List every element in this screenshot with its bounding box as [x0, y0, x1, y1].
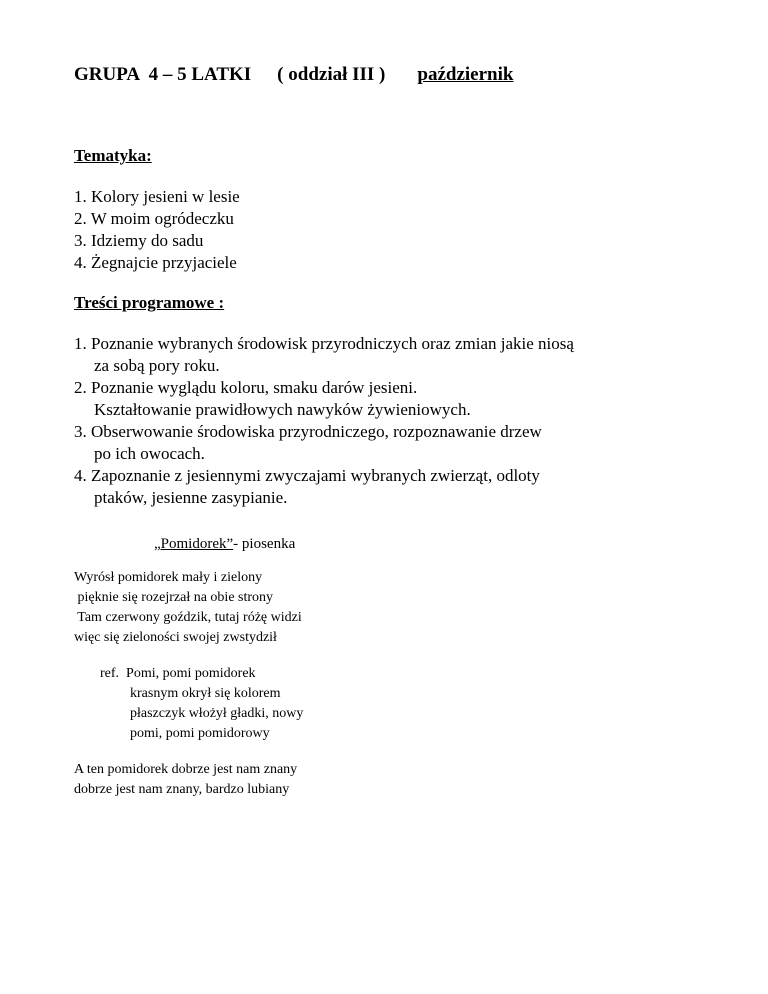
program-item-line: 3. Obserwowanie środowiska przyrodniczego, rozpoznawanie drzew	[74, 422, 542, 441]
song-type: - piosenka	[233, 536, 296, 552]
song-title	[142, 536, 295, 553]
verse-line: dobrze jest nam znany, bardzo lubiany	[74, 782, 290, 797]
refrain-line: pomi, pomi pomidorowy	[130, 726, 270, 741]
song-verse-2	[74, 760, 297, 800]
refrain-line: ref. Pomi, pomi pomidorek	[100, 666, 256, 681]
group-label: GRUPA 4 – 5 LATKI	[74, 64, 252, 85]
verse-line: A ten pomidorek dobrze jest nam znany	[74, 762, 298, 777]
refrain-line: krasnym okrył się kolorem	[130, 686, 281, 701]
program-item-continuation: po ich owocach.	[94, 444, 205, 463]
program-heading: Treści programowe :	[74, 293, 225, 312]
program-item	[74, 465, 734, 509]
verse-line: Wyrósł pomidorek mały i zielony	[74, 570, 263, 585]
program-item-continuation: Kształtowanie prawidłowych nawyków żywieniowych.	[94, 400, 471, 419]
verse-line: więc się zieloności swojej zwstydził	[74, 630, 277, 645]
topic-item: 3. Idziemy do sadu	[74, 231, 204, 250]
month-label: październik	[417, 64, 514, 85]
song-verse-1	[74, 568, 302, 648]
topic-item: 1. Kolory jesieni w lesie	[74, 187, 240, 206]
program-item	[74, 377, 734, 421]
song-refrain	[100, 664, 303, 744]
refrain-line: płaszczyk włożył gładki, nowy	[130, 706, 304, 721]
topic-item: 2. W moim ogródeczku	[74, 209, 234, 228]
program-item-line: 4. Zapoznanie z jesiennymi zwyczajami wybranych zwierząt, odloty	[74, 466, 540, 485]
song-name: „Pomidorek”	[154, 536, 234, 552]
program-item-line: 1. Poznanie wybranych środowisk przyrodniczych oraz zmian jakie niosą	[74, 334, 574, 353]
program-item-continuation: za sobą pory roku.	[94, 356, 220, 375]
document-header	[74, 64, 513, 86]
program-item	[74, 333, 734, 377]
program-item	[74, 421, 734, 465]
topics-list	[74, 186, 240, 274]
program-item-continuation: ptaków, jesienne zasypianie.	[94, 488, 288, 507]
department-label: ( oddział III )	[277, 64, 386, 85]
verse-line: pięknie się rozejrzał na obie strony	[74, 590, 274, 605]
topic-item: 4. Żegnajcie przyjaciele	[74, 253, 237, 272]
verse-line: Tam czerwony goździk, tutaj różę widzi	[74, 610, 302, 625]
topics-heading: Tematyka:	[74, 146, 152, 165]
program-item-line: 2. Poznanie wyglądu koloru, smaku darów jesieni.	[74, 378, 418, 397]
program-list	[74, 333, 734, 509]
